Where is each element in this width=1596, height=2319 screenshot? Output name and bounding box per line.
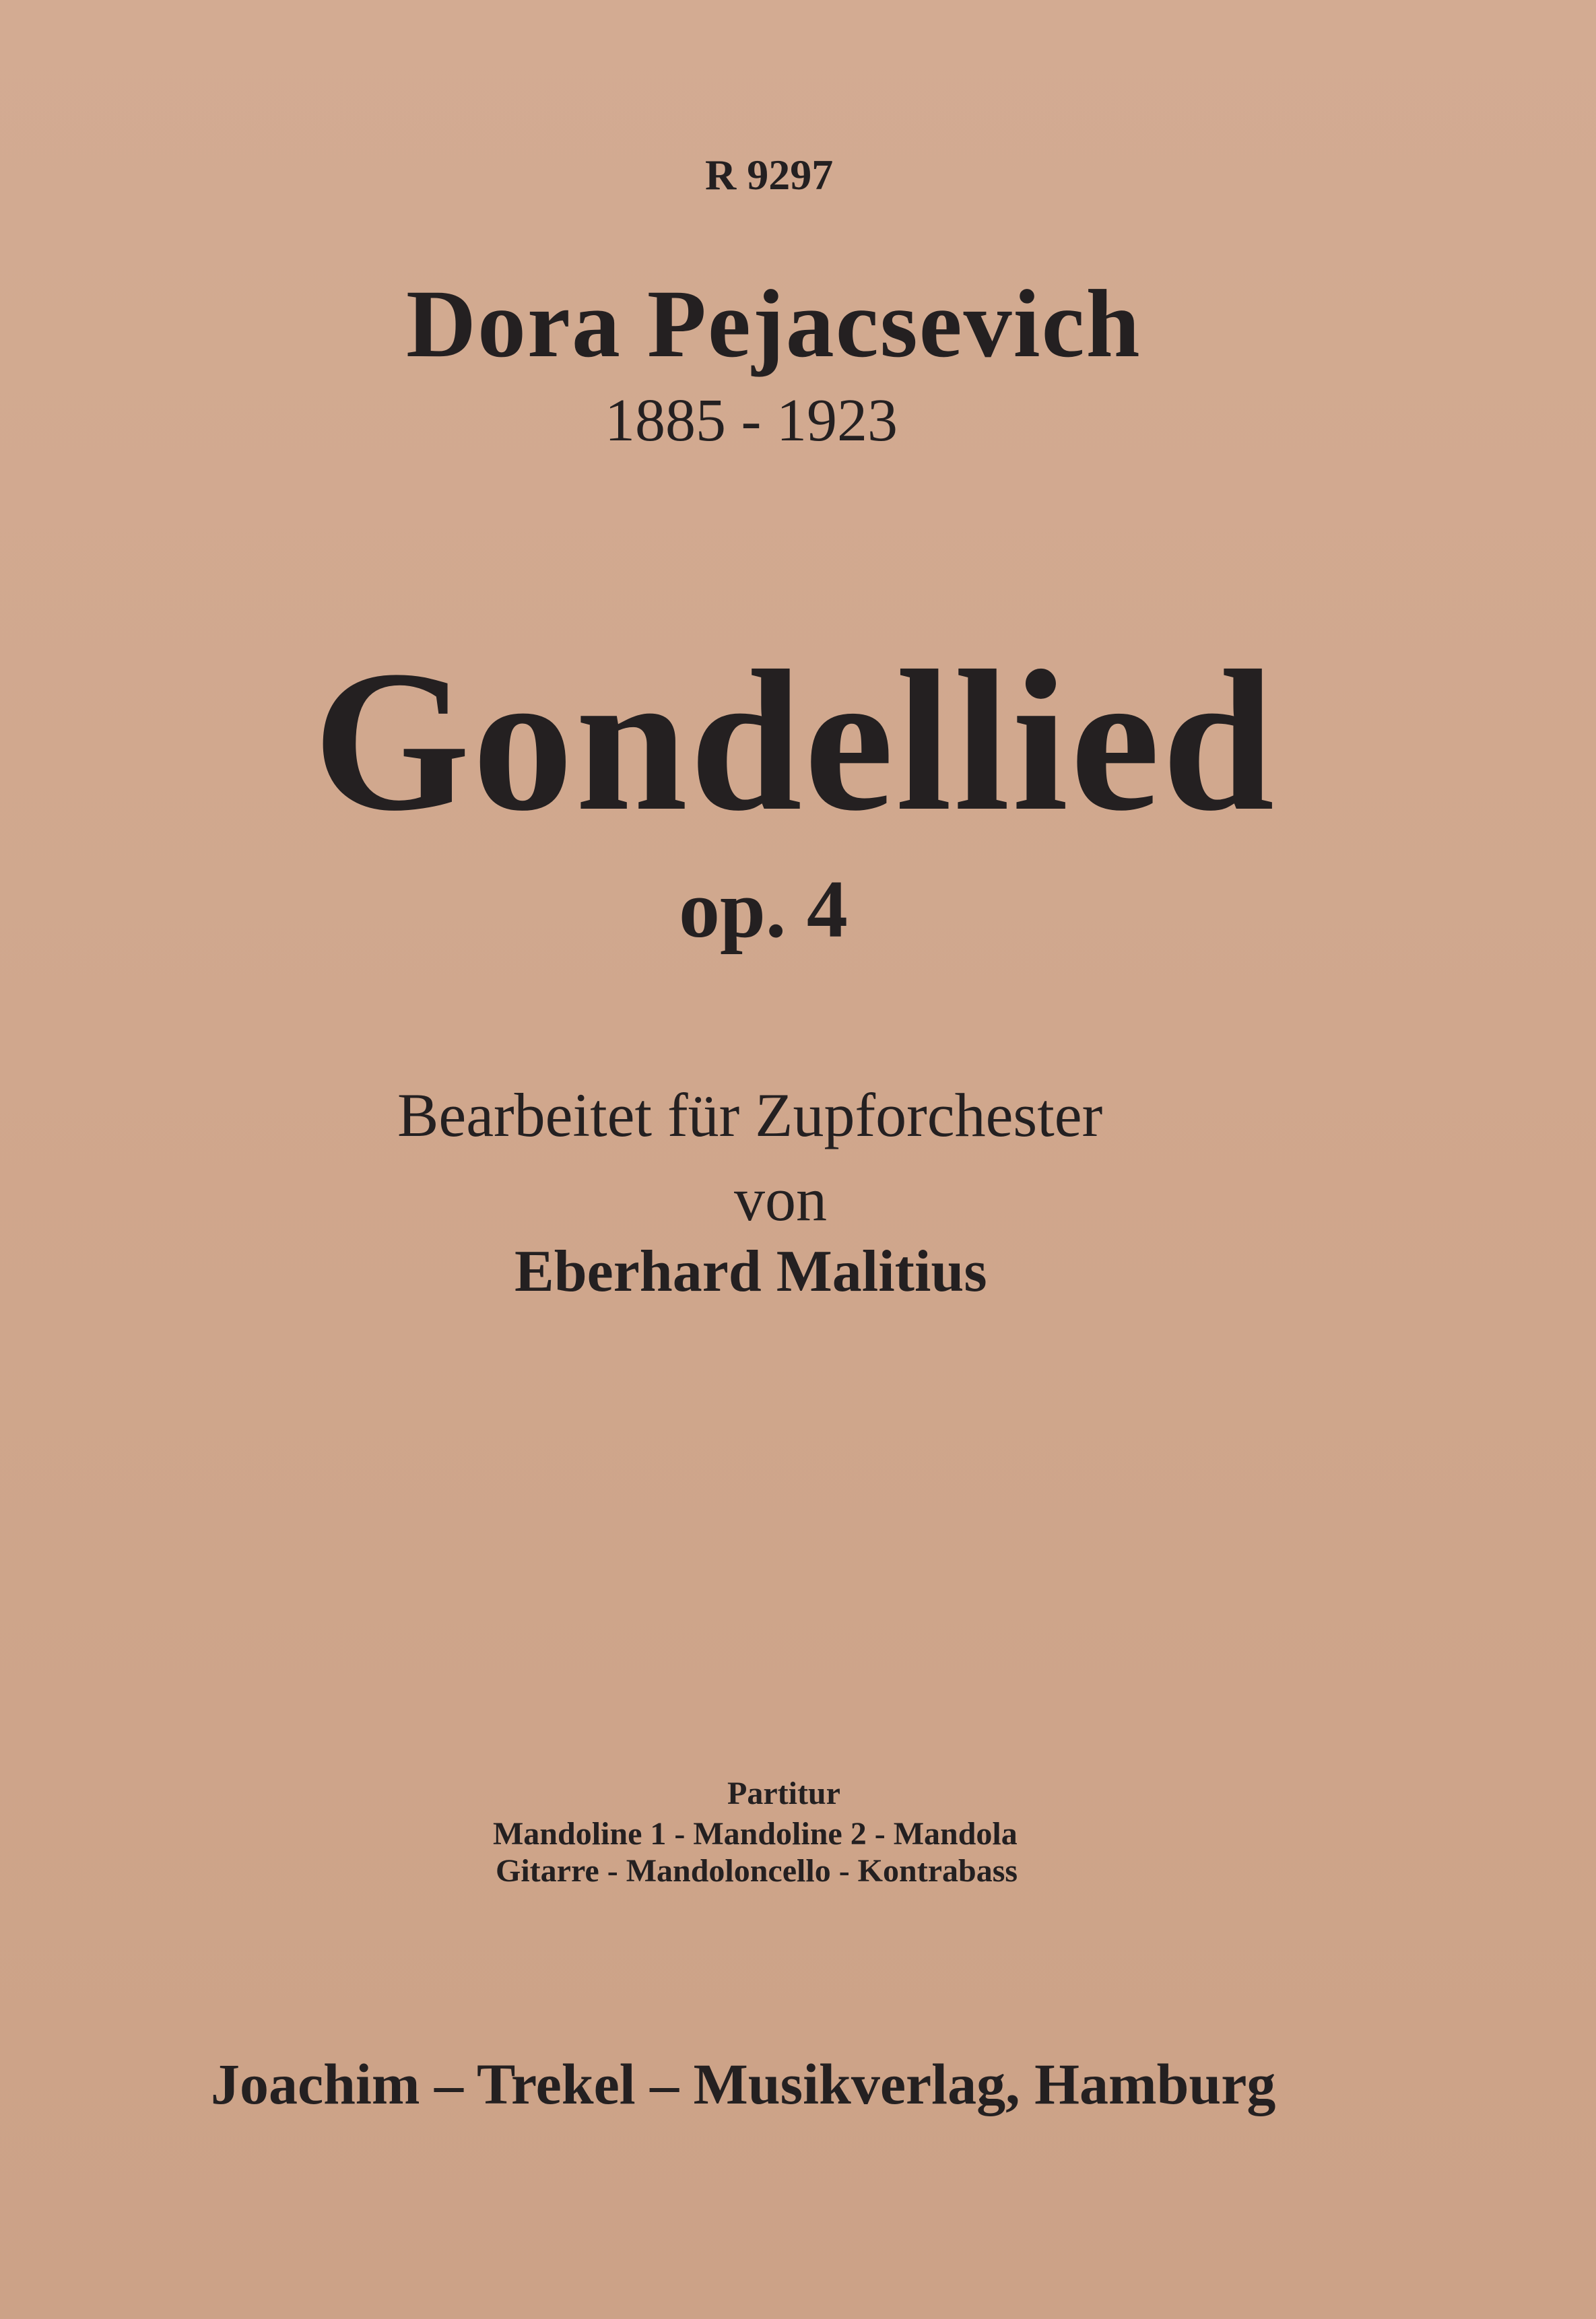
publisher-name: Joachim – Trekel – Musikverlag, Hamburg [211,2052,1276,2116]
instrument-list-line-2: Gitarre - Mandoloncello - Kontrabass [496,1853,1018,1889]
score-type: Partitur [727,1776,840,1811]
work-title: Gondellied [313,629,1277,852]
instrument-list-line-1: Mandoline 1 - Mandoline 2 - Mandola [493,1816,1018,1852]
composer-dates: 1885 - 1923 [605,387,898,454]
catalog-number: R 9297 [705,151,834,199]
arranger-name: Eberhard Malitius [514,1239,987,1304]
arrangement-by-label: von [734,1165,827,1234]
arrangement-description: Bearbeitet für Zupforchester [397,1081,1103,1149]
opus-number: op. 4 [679,864,848,955]
composer-name: Dora Pejacsevich [406,271,1141,378]
